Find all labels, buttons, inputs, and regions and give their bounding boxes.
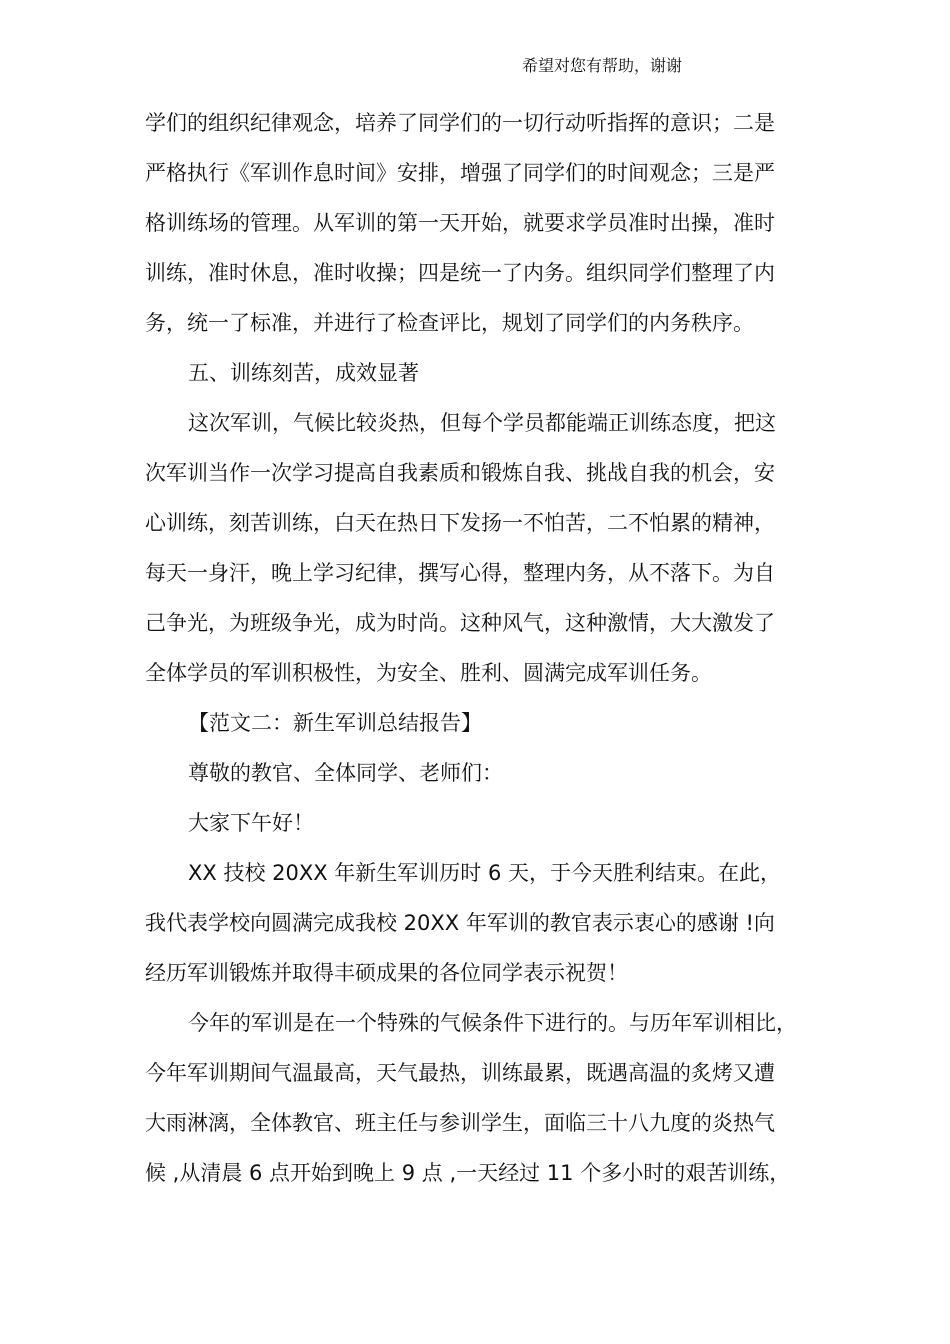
paragraph-line: 学们的组织纪律观念，培养了同学们的一切行动听指挥的意识；二是 [145, 111, 775, 135]
paragraph-line: 大雨淋漓，全体教官、班主任与参训学生，面临三十八九度的炎热气 [145, 1111, 775, 1135]
paragraph-line: 格训练场的管理。从军训的第一天开始，就要求学员准时出操，准时 [145, 211, 775, 235]
paragraph-line: 经历军训锻炼并取得丰硕成果的各位同学表示祝贺！ [145, 961, 628, 985]
greeting: 大家下午好！ [188, 811, 314, 835]
paragraph-line: 严格执行《军训作息时间》安排，增强了同学们的时间观念；三是严 [145, 161, 775, 185]
document-body [145, 98, 825, 1198]
paragraph-line: 今年军训期间气温最高，天气最热，训练最累，既遇高温的炙烤又遭 [145, 1061, 775, 1085]
section-heading: 五、训练刻苦，成效显著 [188, 361, 419, 385]
paragraph-line: 务，统一了标准，并进行了检查评比，规划了同学们的内务秩序。 [145, 311, 754, 335]
paragraph-line: 每天一身汗，晚上学习纪律，撰写心得，整理内务，从不落下。为自 [145, 561, 775, 585]
paragraph-line: 我代表学校向圆满完成我校 20XX 年军训的教官表示衷心的感谢 !向 [145, 911, 775, 935]
paragraph-line: 这次军训，气候比较炎热，但每个学员都能端正训练态度，把这 [188, 411, 776, 435]
paragraph-line: 训练，准时休息，准时收操；四是统一了内务。组织同学们整理了内 [145, 261, 775, 285]
article-title: 【范文二：新生军训总结报告】 [188, 711, 482, 735]
paragraph-line: 候 ,从清晨 6 点开始到晚上 9 点 ,一天经过 11 个多小时的艰苦训练， [145, 1161, 791, 1185]
paragraph-line: 心训练，刻苦训练，白天在热日下发扬一不怕苦，二不怕累的精神， [145, 511, 775, 535]
paragraph-line: 己争光，为班级争光，成为时尚。这种风气，这种激情，大大激发了 [145, 611, 775, 635]
paragraph-line: 全体学员的军训积极性，为安全、胜利、圆满完成军训任务。 [145, 661, 712, 685]
paragraph-line: 次军训当作一次学习提高自我素质和锻炼自我、挑战自我的机会，安 [145, 461, 775, 485]
header-note: 希望对您有帮助，谢谢 [522, 56, 683, 75]
salutation: 尊敬的教官、全体同学、老师们： [188, 761, 503, 785]
paragraph-line: XX 技校 20XX 年新生军训历时 6 天，于今天胜利结束。在此， [188, 861, 782, 885]
paragraph-line: 今年的军训是在一个特殊的气候条件下进行的。与历年军训相比， [188, 1011, 797, 1035]
